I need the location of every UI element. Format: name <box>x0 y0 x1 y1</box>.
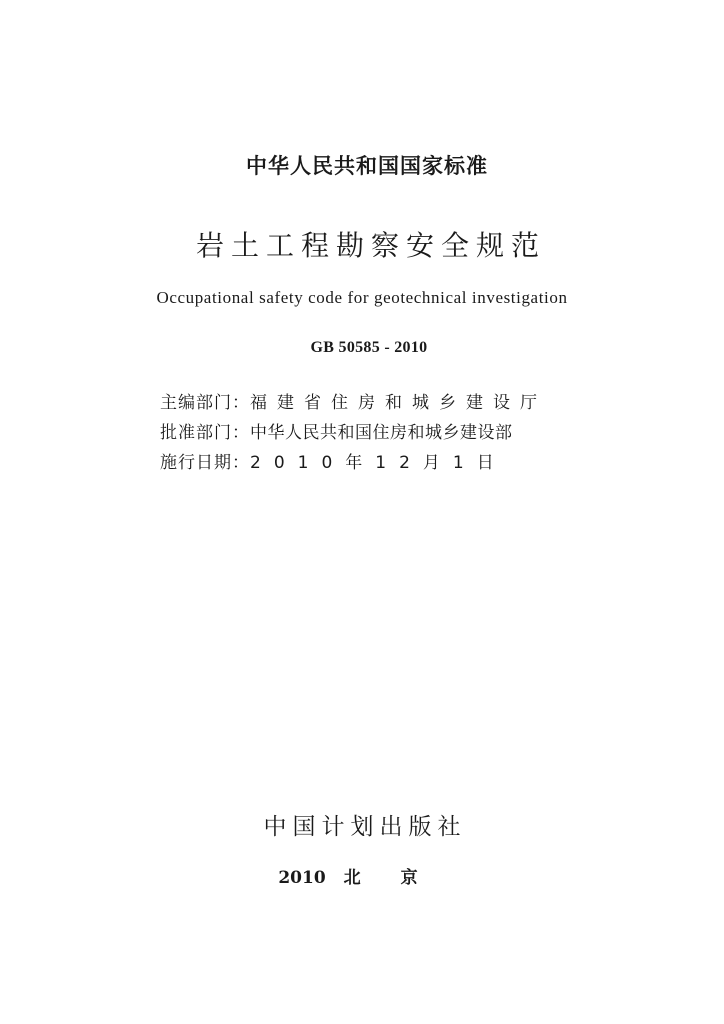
standard-code: GB 50585 - 2010 <box>310 339 428 356</box>
effective-date-label: 施行日期： <box>160 453 250 473</box>
chief-dept-value: 福建省住房和城乡建设厅 <box>250 393 547 413</box>
publication-city: 北京 <box>343 868 458 888</box>
approval-dept-value: 中华人民共和国住房和城乡建设部 <box>250 423 513 443</box>
title-english: Occupational safety code for geotechnical investigation <box>156 288 568 307</box>
approval-dept-label: 批准部门： <box>160 423 250 443</box>
title-chinese: 岩土工程勘察安全规范 <box>195 229 546 262</box>
effective-date-row <box>160 448 600 473</box>
effective-date-value: 2010年12月1日 <box>250 453 507 473</box>
publication-year: 2010 <box>278 868 326 888</box>
chief-dept-row <box>160 388 600 413</box>
publication-line <box>0 863 724 888</box>
issuer-heading: 中华人民共和国国家标准 <box>246 154 488 178</box>
chief-dept-label: 主编部门： <box>160 393 250 413</box>
approval-dept-row <box>160 418 600 443</box>
publisher-name: 中国计划出版社 <box>263 814 467 840</box>
